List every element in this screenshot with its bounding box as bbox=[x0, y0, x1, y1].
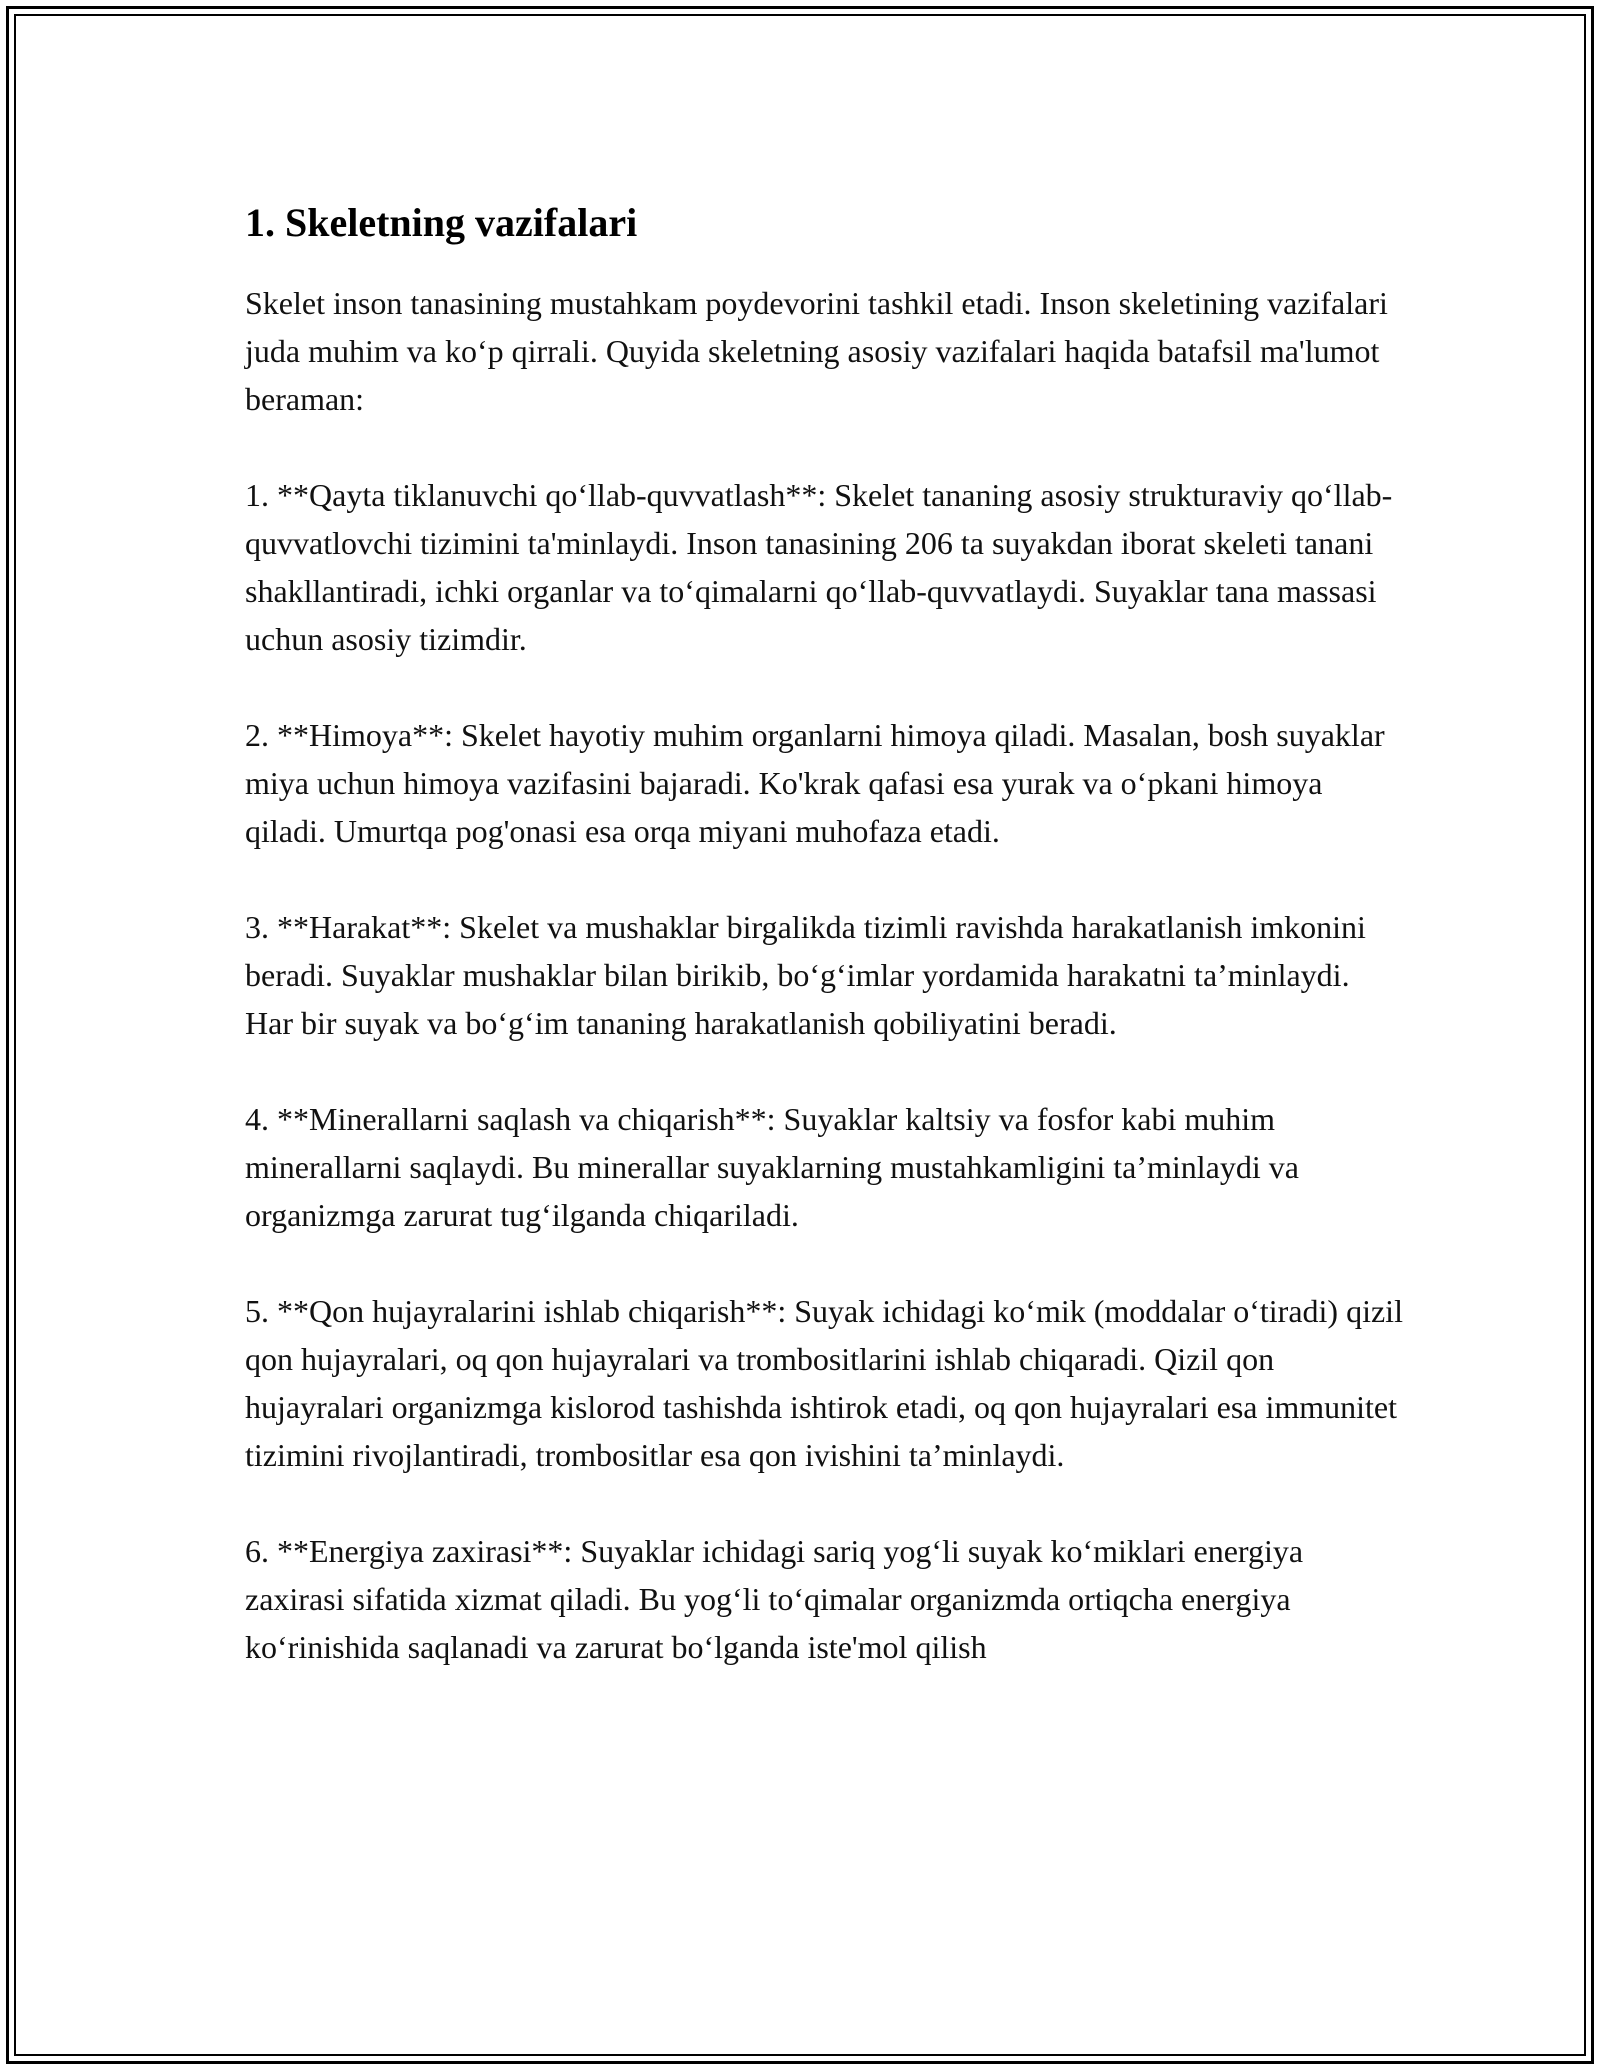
paragraph-minerals: 4. **Minerallarni saqlash va chiqarish**: Suyaklar kaltsiy va fosfor kabi muhim minerallarni saqlaydi. Bu minerallar suyaklarning mustahkamligini ta’minlaydi va organizmga zarurat tug‘ilganda chiqariladi. bbox=[245, 1101, 1299, 1233]
page-frame bbox=[6, 6, 1594, 2064]
paragraph-movement: 3. **Harakat**: Skelet va mushaklar birgalikda tizimli ravishda harakatlanish imkonini beradi. Suyaklar mushaklar bilan birikib, bo‘g‘imlar yordamida harakatni ta’minlaydi. Har bir suyak va bo‘g‘im tananing harakatlanish qobiliyatini beradi. bbox=[245, 909, 1366, 1041]
paragraph-blood-cells: 5. **Qon hujayralarini ishlab chiqarish**: Suyak ichidagi ko‘mik (moddalar o‘tiradi) qizil qon hujayralari, oq qon hujayralari va trombositlarini ishlab chiqaradi. Qizil qon hujayralari organizmga kislorod tashishda ishtirok etadi, oq qon hujayralari esa immunitet tizimini rivojlantiradi, trombositlar esa qon ivishini ta’minlaydi. bbox=[245, 1293, 1403, 1473]
intro-paragraph: Skelet inson tanasining mustahkam poydevorini tashkil etadi. Inson skeletining vazifalari juda muhim va ko‘p qirrali. Quyida skeletning asosiy vazifalari haqida batafsil ma'lumot beraman: bbox=[245, 285, 1388, 417]
document-title: 1. Skeletning vazifalari bbox=[245, 200, 638, 245]
paragraph-protection: 2. **Himoya**: Skelet hayotiy muhim organlarni himoya qiladi. Masalan, bosh suyaklar miya uchun himoya vazifasini bajaradi. Ko'krak qafasi esa yurak va o‘pkani himoya qiladi. Umurtqa pog'onasi esa orqa miyani muhofaza etadi. bbox=[245, 717, 1385, 849]
paragraph-energy-reserve: 6. **Energiya zaxirasi**: Suyaklar ichidagi sariq yog‘li suyak ko‘miklari energiya zaxirasi sifatida xizmat qiladi. Bu yog‘li to‘qimalar organizmda ortiqcha energiya ko‘rinishida saqlanadi va zarurat bo‘lganda iste'mol qilish bbox=[245, 1533, 1304, 1665]
document-body bbox=[245, 195, 1405, 1671]
paragraph-support: 1. **Qayta tiklanuvchi qo‘llab-quvvatlash**: Skelet tananing asosiy strukturaviy qo‘llab-quvvatlovchi tizimini ta'minlaydi. Inson tanasining 206 ta suyakdan iborat skeleti tanani shakllantiradi, ichki organlar va to‘qimalarni qo‘llab-quvvatlaydi. Suyaklar tana massasi uchun asosiy tizimdir. bbox=[245, 477, 1393, 657]
